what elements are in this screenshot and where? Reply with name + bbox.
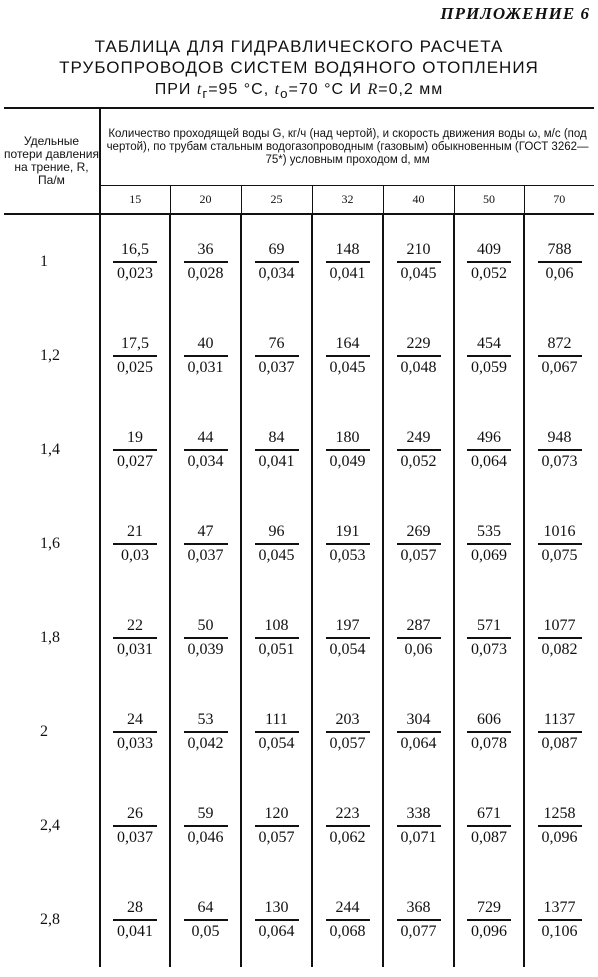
flow-rate: 28 <box>113 899 157 921</box>
pressure-loss-value: 1,6 <box>4 497 100 591</box>
table-cell <box>100 685 170 779</box>
flow-rate: 729 <box>467 899 511 921</box>
fraction <box>326 429 370 471</box>
water-velocity: 0,031 <box>117 641 153 658</box>
fraction <box>397 523 441 565</box>
pressure-loss-value: 1,2 <box>4 309 100 403</box>
table-row <box>4 779 594 873</box>
fraction <box>467 711 511 753</box>
flow-rate: 191 <box>326 523 370 545</box>
table-cell <box>312 403 383 497</box>
table-cell <box>241 309 312 403</box>
water-velocity: 0,059 <box>471 359 507 376</box>
table-row <box>4 403 594 497</box>
water-velocity: 0,069 <box>471 547 507 564</box>
flow-rate: 244 <box>326 899 370 921</box>
table-cell <box>312 591 383 685</box>
water-velocity: 0,05 <box>191 923 220 940</box>
fraction <box>113 523 157 565</box>
table-row <box>4 873 594 967</box>
header-row <box>4 108 594 186</box>
water-velocity: 0,052 <box>400 453 437 470</box>
title-line-2: ТРУБОПРОВОДОВ СИСТЕМ ВОДЯНОГО ОТОПЛЕНИЯ <box>59 58 539 77</box>
table-cell <box>170 497 241 591</box>
table-cell <box>312 873 383 967</box>
diameter-header: 40 <box>383 186 454 215</box>
table-cell <box>241 497 312 591</box>
title-conditions <box>0 79 598 105</box>
fraction <box>397 805 441 847</box>
table-cell <box>312 309 383 403</box>
flow-rate: 17,5 <box>113 335 157 357</box>
fraction <box>184 429 228 471</box>
flow-rate: 130 <box>255 899 299 921</box>
table-cell <box>312 497 383 591</box>
table-cell <box>100 403 170 497</box>
diameter-header: 15 <box>100 186 170 215</box>
flow-rate: 1377 <box>538 899 582 921</box>
fraction <box>184 805 228 847</box>
flow-rate: 76 <box>255 335 299 357</box>
pressure-loss-value: 2 <box>4 685 100 779</box>
fraction <box>255 617 299 659</box>
fraction <box>326 241 370 283</box>
table-cell <box>454 214 524 309</box>
flow-rate: 164 <box>326 335 370 357</box>
water-velocity: 0,057 <box>400 547 437 564</box>
table-cell <box>383 591 454 685</box>
flow-rate: 64 <box>184 899 228 921</box>
row-header: Удельные потери давления на трение, R, Па/м <box>4 108 100 214</box>
water-velocity: 0,071 <box>400 829 437 846</box>
flow-rate: 872 <box>538 335 582 357</box>
flow-rate: 249 <box>397 429 441 451</box>
table-cell <box>170 873 241 967</box>
flow-rate: 223 <box>326 805 370 827</box>
water-velocity: 0,087 <box>471 829 507 846</box>
fraction <box>113 617 157 659</box>
water-velocity: 0,039 <box>187 641 224 658</box>
water-velocity: 0,057 <box>258 829 295 846</box>
table-cell <box>170 403 241 497</box>
diameter-header: 25 <box>241 186 312 215</box>
water-velocity: 0,033 <box>117 735 153 752</box>
water-velocity: 0,052 <box>471 265 507 282</box>
hydraulic-table <box>4 107 594 967</box>
water-velocity: 0,077 <box>400 923 437 940</box>
flow-rate: 671 <box>467 805 511 827</box>
flow-rate: 96 <box>255 523 299 545</box>
fraction <box>113 899 157 941</box>
table-cell <box>312 779 383 873</box>
table-cell <box>383 873 454 967</box>
diameter-header: 20 <box>170 186 241 215</box>
flow-rate: 36 <box>184 241 228 263</box>
table-cell <box>524 214 594 309</box>
fraction <box>326 711 370 753</box>
fraction <box>184 899 228 941</box>
water-velocity: 0,078 <box>471 735 507 752</box>
r-value: =0,2 мм <box>378 81 444 98</box>
water-velocity: 0,067 <box>541 359 578 376</box>
water-velocity: 0,087 <box>541 735 578 752</box>
water-velocity: 0,048 <box>400 359 437 376</box>
table-cell <box>524 497 594 591</box>
water-velocity: 0,053 <box>329 547 366 564</box>
water-velocity: 0,064 <box>471 453 507 470</box>
table-cell <box>454 309 524 403</box>
diameter-header: 32 <box>312 186 383 215</box>
title-line-1: ТАБЛИЦА ДЛЯ ГИДРАВЛИЧЕСКОГО РАСЧЕТА <box>94 37 504 56</box>
flow-rate: 44 <box>184 429 228 451</box>
table-cell <box>383 403 454 497</box>
water-velocity: 0,042 <box>187 735 224 752</box>
flow-rate: 496 <box>467 429 511 451</box>
flow-rate: 1137 <box>538 711 582 733</box>
flow-rate: 47 <box>184 523 228 545</box>
flow-rate: 120 <box>255 805 299 827</box>
pressure-loss-value: 2,4 <box>4 779 100 873</box>
water-velocity: 0,06 <box>404 641 433 658</box>
flow-rate: 203 <box>326 711 370 733</box>
fraction <box>184 617 228 659</box>
fraction <box>467 429 511 471</box>
flow-rate: 409 <box>467 241 511 263</box>
water-velocity: 0,045 <box>258 547 295 564</box>
water-velocity: 0,045 <box>400 265 437 282</box>
water-velocity: 0,046 <box>187 829 224 846</box>
fraction <box>184 523 228 565</box>
fraction <box>538 805 582 847</box>
water-velocity: 0,041 <box>329 265 366 282</box>
fraction <box>467 335 511 377</box>
flow-rate: 606 <box>467 711 511 733</box>
table-cell <box>100 214 170 309</box>
fraction <box>326 899 370 941</box>
fraction <box>255 805 299 847</box>
water-velocity: 0,028 <box>187 265 224 282</box>
table-cell <box>100 591 170 685</box>
table-cell <box>241 779 312 873</box>
table-cell <box>170 779 241 873</box>
water-velocity: 0,057 <box>329 735 366 752</box>
table-cell <box>454 403 524 497</box>
t-r-symbol: t <box>196 81 203 98</box>
water-velocity: 0,051 <box>258 641 295 658</box>
fraction <box>255 523 299 565</box>
table-row <box>4 309 594 403</box>
fraction <box>113 429 157 471</box>
fraction <box>184 241 228 283</box>
table-body <box>4 214 594 967</box>
table-cell <box>454 591 524 685</box>
water-velocity: 0,025 <box>117 359 153 376</box>
flow-rate: 948 <box>538 429 582 451</box>
t-o-symbol: t <box>274 81 281 98</box>
column-description: Количество проходящей воды G, кг/ч (над чертой), и скорость движения воды ω, м/с (под чертой), по трубам стальным водогазопроводным (газовым) обыкновенным (ГОСТ 3262—75*) условным проходом d, мм <box>100 108 594 186</box>
fraction <box>326 523 370 565</box>
water-velocity: 0,041 <box>117 923 153 940</box>
flow-rate: 1016 <box>538 523 582 545</box>
table-cell <box>524 873 594 967</box>
r-symbol: R <box>367 81 379 98</box>
water-velocity: 0,096 <box>471 923 507 940</box>
flow-rate: 368 <box>397 899 441 921</box>
fraction <box>538 335 582 377</box>
table-cell <box>170 214 241 309</box>
water-velocity: 0,054 <box>258 735 295 752</box>
water-velocity: 0,06 <box>545 265 574 282</box>
table-cell <box>524 309 594 403</box>
fraction <box>467 241 511 283</box>
water-velocity: 0,064 <box>258 923 295 940</box>
table-cell <box>383 309 454 403</box>
table-cell <box>312 685 383 779</box>
flow-rate: 1077 <box>538 617 582 639</box>
table-cell <box>100 873 170 967</box>
flow-rate: 26 <box>113 805 157 827</box>
table-cell <box>100 497 170 591</box>
fraction <box>184 335 228 377</box>
fraction <box>255 335 299 377</box>
table-cell <box>383 214 454 309</box>
table-cell <box>170 591 241 685</box>
pressure-loss-value: 2,8 <box>4 873 100 967</box>
table-cell <box>170 685 241 779</box>
fraction <box>326 335 370 377</box>
pressure-loss-value: 1,4 <box>4 403 100 497</box>
water-velocity: 0,049 <box>329 453 366 470</box>
table-row <box>4 214 594 309</box>
fraction <box>326 805 370 847</box>
water-velocity: 0,037 <box>187 547 224 564</box>
flow-rate: 24 <box>113 711 157 733</box>
fraction <box>113 805 157 847</box>
water-velocity: 0,075 <box>541 547 578 564</box>
flow-rate: 50 <box>184 617 228 639</box>
table-cell <box>524 779 594 873</box>
flow-rate: 53 <box>184 711 228 733</box>
water-velocity: 0,082 <box>541 641 578 658</box>
table-cell <box>454 685 524 779</box>
flow-rate: 1258 <box>538 805 582 827</box>
table-cell <box>241 403 312 497</box>
water-velocity: 0,062 <box>329 829 366 846</box>
t-r-value: =95 °С, <box>208 81 270 98</box>
pressure-loss-value: 1 <box>4 214 100 309</box>
table-cell <box>383 497 454 591</box>
table-cell <box>241 685 312 779</box>
water-velocity: 0,096 <box>541 829 578 846</box>
fraction <box>397 429 441 471</box>
fraction <box>326 617 370 659</box>
table-row <box>4 497 594 591</box>
flow-rate: 16,5 <box>113 241 157 263</box>
water-velocity: 0,03 <box>121 547 149 564</box>
flow-rate: 269 <box>397 523 441 545</box>
water-velocity: 0,073 <box>541 453 578 470</box>
fraction <box>255 711 299 753</box>
table-cell <box>241 214 312 309</box>
table-row <box>4 591 594 685</box>
water-velocity: 0,064 <box>400 735 437 752</box>
flow-rate: 535 <box>467 523 511 545</box>
water-velocity: 0,034 <box>258 265 295 282</box>
fraction <box>255 429 299 471</box>
table-cell <box>100 309 170 403</box>
table-cell <box>383 779 454 873</box>
flow-rate: 22 <box>113 617 157 639</box>
table-cell <box>312 214 383 309</box>
fraction <box>538 617 582 659</box>
water-velocity: 0,068 <box>329 923 366 940</box>
fraction <box>113 335 157 377</box>
water-velocity: 0,023 <box>117 265 153 282</box>
table-cell <box>454 779 524 873</box>
fraction <box>255 899 299 941</box>
fraction <box>113 241 157 283</box>
fraction <box>184 711 228 753</box>
flow-rate: 338 <box>397 805 441 827</box>
flow-rate: 148 <box>326 241 370 263</box>
fraction <box>113 711 157 753</box>
flow-rate: 210 <box>397 241 441 263</box>
fraction <box>397 335 441 377</box>
fraction <box>467 523 511 565</box>
flow-rate: 287 <box>397 617 441 639</box>
table-cell <box>241 591 312 685</box>
flow-rate: 108 <box>255 617 299 639</box>
water-velocity: 0,031 <box>187 359 224 376</box>
table-row <box>4 685 594 779</box>
pressure-loss-value: 1,8 <box>4 591 100 685</box>
fraction <box>467 899 511 941</box>
flow-rate: 84 <box>255 429 299 451</box>
fraction <box>538 899 582 941</box>
water-velocity: 0,037 <box>117 829 153 846</box>
water-velocity: 0,034 <box>187 453 224 470</box>
fraction <box>397 899 441 941</box>
flow-rate: 304 <box>397 711 441 733</box>
flow-rate: 197 <box>326 617 370 639</box>
table-cell <box>524 685 594 779</box>
fraction <box>538 429 582 471</box>
diameter-header: 50 <box>454 186 524 215</box>
table-cell <box>170 309 241 403</box>
cond-prefix: ПРИ <box>154 81 192 98</box>
appendix-label: ПРИЛОЖЕНИЕ 6 <box>440 4 590 23</box>
table-cell <box>524 591 594 685</box>
flow-rate: 229 <box>397 335 441 357</box>
table-cell <box>454 497 524 591</box>
flow-rate: 788 <box>538 241 582 263</box>
water-velocity: 0,073 <box>471 641 507 658</box>
table-cell <box>241 873 312 967</box>
fraction <box>397 617 441 659</box>
flow-rate: 69 <box>255 241 299 263</box>
table-cell <box>100 779 170 873</box>
table-cell <box>383 685 454 779</box>
fraction <box>538 711 582 753</box>
water-velocity: 0,041 <box>258 453 295 470</box>
fraction <box>255 241 299 283</box>
t-o-value: =70 °С И <box>288 81 362 98</box>
flow-rate: 180 <box>326 429 370 451</box>
diameter-header: 70 <box>524 186 594 215</box>
water-velocity: 0,027 <box>117 453 153 470</box>
flow-rate: 571 <box>467 617 511 639</box>
flow-rate: 19 <box>113 429 157 451</box>
flow-rate: 59 <box>184 805 228 827</box>
table-cell <box>454 873 524 967</box>
t-o-subscript: о <box>280 86 289 102</box>
water-velocity: 0,045 <box>329 359 366 376</box>
water-velocity: 0,054 <box>329 641 366 658</box>
fraction <box>467 617 511 659</box>
fraction <box>538 241 582 283</box>
flow-rate: 111 <box>255 711 299 733</box>
fraction <box>467 805 511 847</box>
flow-rate: 40 <box>184 335 228 357</box>
fraction <box>397 241 441 283</box>
flow-rate: 21 <box>113 523 157 545</box>
table-cell <box>524 403 594 497</box>
water-velocity: 0,037 <box>258 359 295 376</box>
fraction <box>397 711 441 753</box>
water-velocity: 0,106 <box>541 923 578 940</box>
flow-rate: 454 <box>467 335 511 357</box>
t-r-subscript: г <box>202 86 209 102</box>
fraction <box>538 523 582 565</box>
